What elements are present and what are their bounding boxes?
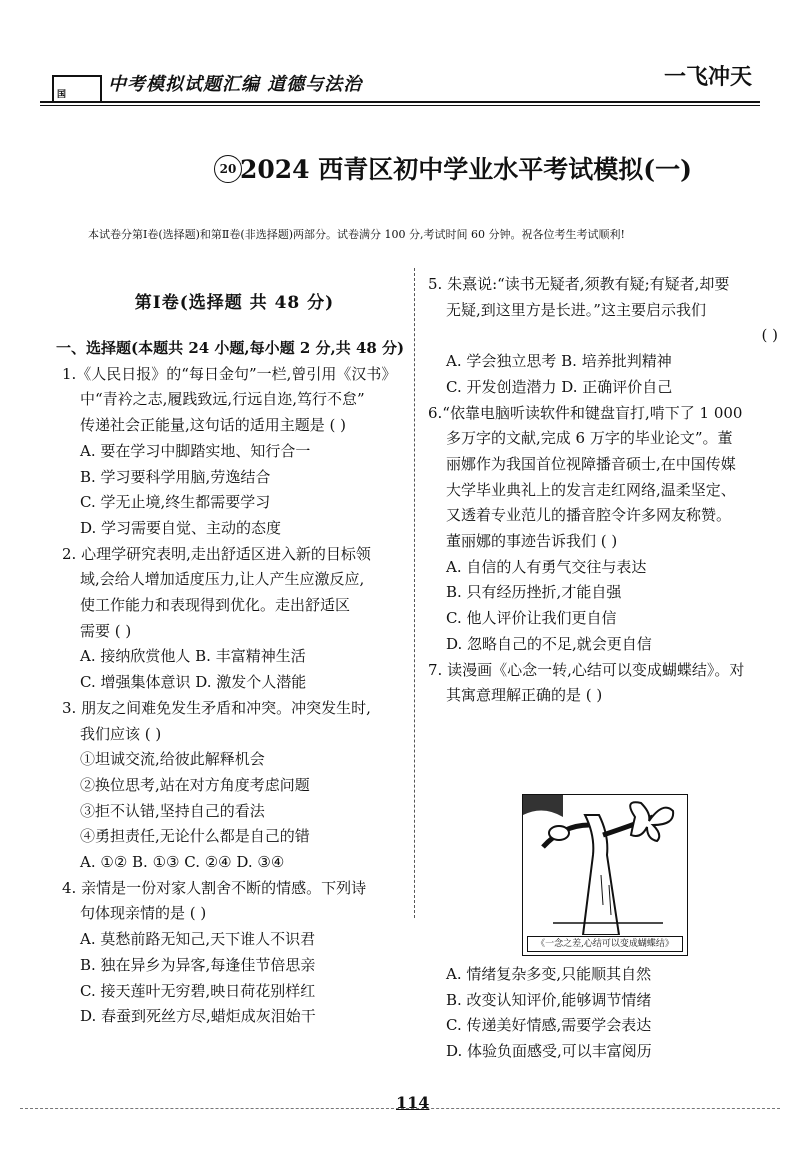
question-stem: 7. 读漫画《心念一转,心结可以变成蝴蝶结》。对 [428,660,745,679]
question-line: C. 接天莲叶无穷碧,映日荷花别样红 [80,981,316,1000]
question-line: A. 莫愁前路无知己,天下谁人不识君 [80,930,316,949]
question-line: B. 只有经历挫折,才能自强 [446,583,622,602]
header-rule [40,101,760,103]
question-line: D. 体验负面感受,可以丰富阅历 [446,1042,652,1061]
question-line: 其寓意理解正确的是 ( ) [446,686,603,705]
paper-number-badge: 20 [214,155,242,183]
question-line: ①坦诚交流,给彼此解释机会 [80,750,265,769]
question-stem: 5. 朱熹说:“读书无疑者,须教有疑;有疑者,却要 [428,275,730,293]
question-line: A. 接纳欣赏他人 B. 丰富精神生活 [80,647,306,666]
question-line: 多万字的文献,完成 6 万字的毕业论文”。董 [446,429,733,448]
question-line: B. 独在异乡为异客,每逢佳节倍思亲 [80,955,316,974]
question-line: 需要 ( ) [80,621,132,640]
question-line: D. 忽略自己的不足,就会更自信 [446,634,652,653]
q7-options [428,962,778,1065]
left-column [56,290,407,1030]
question-line: 丽娜作为我国首位视障播音硕士,在中国传媒 [446,454,736,473]
question-line: ②换位思考,站在对方角度考虑问题 [80,775,310,794]
series-title: 中考模拟试题汇编 道德与法治 [108,74,363,95]
tree-bow-illustration [523,795,687,935]
right-column [428,272,778,709]
question-line: 使工作能力和表现得到优化。走出舒适区 [80,596,351,615]
question-line: A. ①② B. ①③ C. ②④ D. ③④ [80,853,285,872]
question-line: ( ) [761,326,778,345]
section-heading: 一、选择题(本题共 24 小题,每小题 2 分,共 48 分) [56,339,405,357]
question-line: ③拒不认错,坚持自己的看法 [80,801,265,820]
paper-title: 2024 西青区初中学业水平考试模拟(一) [240,155,692,184]
question-line: 传递社会正能量,这句话的适用主题是 ( ) [80,416,347,435]
question-line: 又透着专业范儿的播音腔令许多网友称赞。 [446,506,732,525]
question-line: C. 学无止境,终生都需要学习 [80,493,271,512]
question-line: ④勇担责任,无论什么都是自己的错 [80,827,310,846]
question-line: A. 情绪复杂多变,只能顺其自然 [446,965,652,983]
question-list-left [62,362,407,1030]
question-line: 大学毕业典礼上的发言走红网络,温柔坚定、 [446,480,736,499]
question-line: D. 春蚕到死丝方尽,蜡炬成灰泪始干 [80,1007,316,1026]
series-logo [52,75,102,103]
question-stem: 1.《人民日报》的“每日金句”一栏,曾引用《汉书》 [62,364,397,383]
page-number: 114 [396,1093,430,1112]
question-line: B. 学习要科学用脑,劳逸结合 [80,467,271,486]
section-title: 第Ⅰ卷(选择题 共 48 分) [134,293,335,313]
question-stem: 4. 亲情是一份对家人割舍不断的情感。下列诗 [62,878,367,897]
logo-text: 国 [57,90,67,100]
question-line: C. 传递美好情感,需要学会表达 [446,1016,652,1035]
question-stem: 6.“依靠电脑听读软件和键盘盲打,啃下了 1 000 [428,403,743,422]
question-line: 董丽娜的事迹告诉我们 ( ) [446,532,618,551]
question-line: C. 他人评价让我们更自信 [446,609,617,628]
question-line: 无疑,到这里方是长进。”这主要启示我们 [446,300,706,319]
question-line: C. 增强集体意识 D. 激发个人潜能 [80,673,307,692]
cartoon-caption: 《一念之差,心结可以变成蝴蝶结》 [527,936,683,952]
question-stem: 2. 心理学研究表明,走出舒适区进入新的目标领 [62,544,371,563]
question-line: D. 学习需要自觉、主动的态度 [80,518,282,537]
brand-logo: 一飞冲天 [664,64,753,90]
question-line: A. 自信的人有勇气交往与表达 [446,557,647,576]
column-divider [414,268,415,918]
cartoon-image [522,794,688,956]
question-line: A. 学会独立思考 B. 培养批判精神 [446,352,672,371]
question-line: 中“青衿之志,履践致远,行远自迩,笃行不怠” [80,390,365,409]
header-rule-thin [40,105,760,106]
instructions: 本试卷分第Ⅰ卷(选择题)和第Ⅱ卷(非选择题)两部分。试卷满分 100 分,考试时间 60 分钟。祝各位考生考试顺利! [88,228,625,241]
question-line: 句体现亲情的是 ( ) [80,904,207,923]
question-list-right [428,272,778,709]
question-line: 域,会给人增加适度压力,让人产生应激反应, [80,570,365,589]
question-stem: 3. 朋友之间难免发生矛盾和冲突。冲突发生时, [62,698,371,717]
question-line: C. 开发创造潜力 D. 正确评价自己 [446,377,673,396]
question-line: A. 要在学习中脚踏实地、知行合一 [80,441,311,460]
question-line: B. 改变认知评价,能够调节情绪 [446,990,652,1009]
question-line: 我们应该 ( ) [80,724,162,743]
